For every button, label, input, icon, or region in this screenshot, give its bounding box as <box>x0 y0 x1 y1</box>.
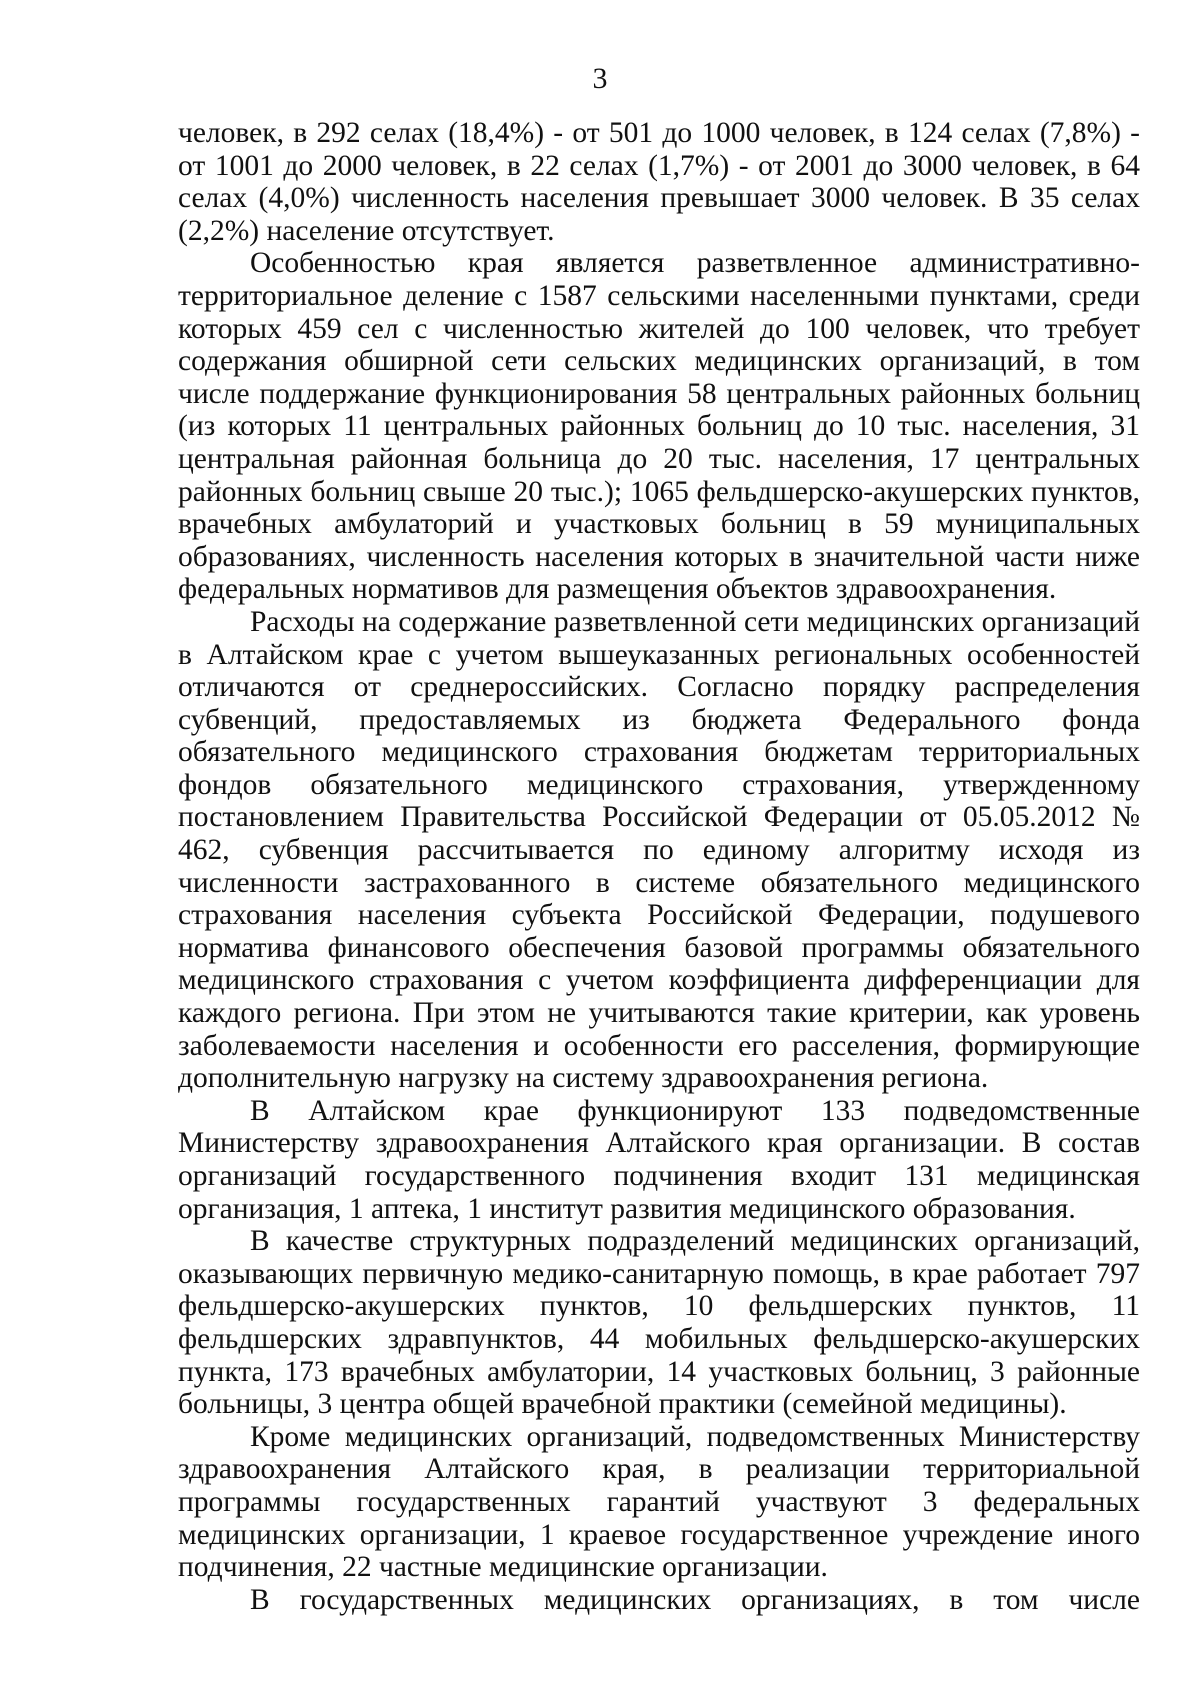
paragraph-3: Расходы на содержание разветвленной сети медицинских организаций в Алтайском крае с учетом вышеуказанных региональных особенностей отличаются от среднероссийских. Согласно порядку распределения субвенций, предоставляемых из бюджета Федерального фонда обязательного медицинского страхования бюджетам территориальных фондов обязательного медицинского страхования, утвержденному постановлением Правительства Российской Федерации от 05.05.2012 № 462, субвенция рассчитывается по единому алгоритму исходя из численности застрахованного в системе обязательного медицинского страхования населения субъекта Российской Федерации, подушевого норматива финансового обеспечения базовой программы обязательного медицинского страхования с учетом коэффициента дифференциации для каждого региона. При этом не учитываются такие критерии, как уровень заболеваемости населения и особенности его расселения, формирующие дополнительную нагрузку на систему здравоохранения региона. <box>178 605 1140 1095</box>
paragraph-4: В Алтайском крае функционируют 133 подведомственные Министерству здравоохранения Алтайского края организации. В состав организаций государственного подчинения входит 131 медицинская организация, 1 аптека, 1 институт развития медицинского образования. <box>178 1094 1140 1225</box>
paragraph-6: Кроме медицинских организаций, подведомственных Министерству здравоохранения Алтайского края, в реализации территориальной программы государственных гарантий участвуют 3 федеральных медицинских организации, 1 краевое государственное учреждение иного подчинения, 22 частные медицинские организации. <box>178 1420 1140 1584</box>
paragraph-7: В государственных медицинских организациях, в том числе <box>250 1583 1140 1616</box>
document-body <box>178 117 1140 1616</box>
paragraph-1: человек, в 292 селах (18,4%) - от 501 до 1000 человек, в 124 селах (7,8%) - от 1001 до 2000 человек, в 22 селах (1,7%) - от 2001 до 3000 человек, в 64 селах (4,0%) численность населения превышает 3000 человек. В 35 селах (2,2%) население отсутствует. <box>178 117 1140 247</box>
paragraph-5: В качестве структурных подразделений медицинских организаций, оказывающих первичную медико-санитарную помощь, в крае работает 797 фельдшерско-акушерских пунктов, 10 фельдшерских пунктов, 11 фельдшерских здравпунктов, 44 мобильных фельдшерско-акушерских пункта, 173 врачебных амбулатории, 14 участковых больниц, 3 районные больницы, 3 центра общей врачебной практики (семейной медицины). <box>178 1225 1140 1421</box>
page-number: 3 <box>592 62 608 95</box>
paragraph-2: Особенностью края является разветвленное административно-территориальное деление с 1587 сельскими населенными пунктами, среди которых 459 сел с численностью жителей до 100 человек, что требует содержания обширной сети сельских медицинских организаций, в том числе поддержание функционирования 58 центральных районных больниц (из которых 11 центральных районных больниц до 10 тыс. населения, 31 центральная районная больница до 20 тыс. населения, 17 центральных районных больниц свыше 20 тыс.); 1065 фельдшерско-акушерских пунктов, врачебных амбулаторий и участковых больниц в 59 муниципальных образованиях, численность населения которых в значительной части ниже федеральных нормативов для размещения объектов здравоохранения. <box>178 247 1140 606</box>
